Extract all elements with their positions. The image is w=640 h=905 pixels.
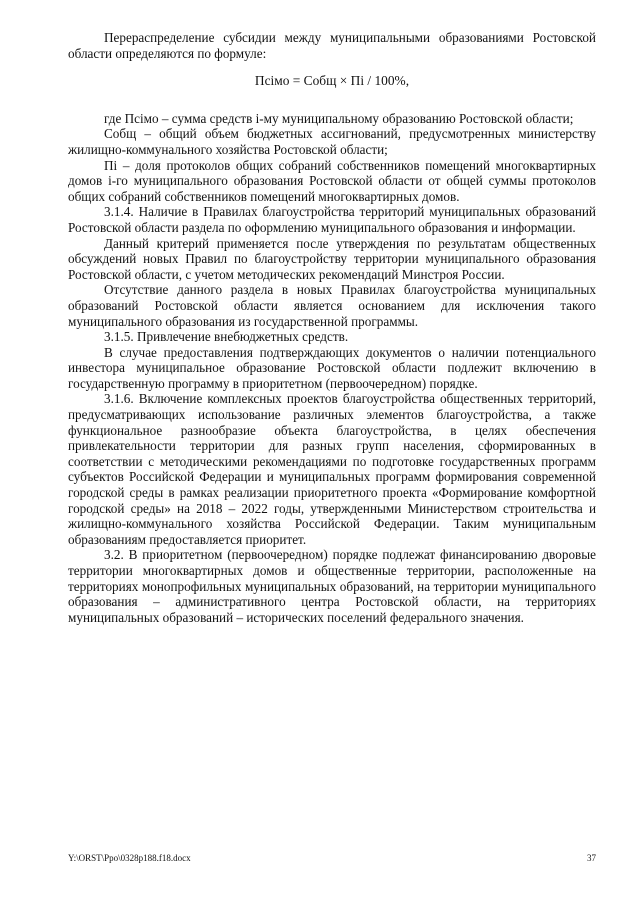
footer-page-number: 37 [587, 853, 596, 863]
footer-file-path: Y:\ORST\Ppo\0328p188.f18.docx [68, 853, 191, 863]
paragraph-sobsch-definition: Собщ – общий объем бюджетных ассигнований, предусмотренных министерству жилищно-коммунального хозяйства Ростовской области; [68, 126, 596, 157]
paragraph-3-1-5: 3.1.5. Привлечение внебюджетных средств. [104, 329, 349, 345]
paragraph-criterion-application: Данный критерий применяется после утверждения по результатам общественных обсуждений новых Правил по благоустройству территории муниципального образования Ростовской области, с учетом методических рекомендаций Минстроя России. [68, 235, 596, 282]
paragraph-investor: В случае предоставления подтверждающих документов о наличии потенциального инвестора муниципальное образование Ростовской области подлежит включению в государственную программу в приоритетном (первоочередном) порядке. [68, 344, 596, 391]
formula: Псімо = Собщ × Пі / 100%, [254, 73, 410, 89]
document-body [68, 30, 596, 625]
paragraph-psimo-definition: где Псімо – сумма средств і-му муниципальному образованию Ростовской области; [104, 110, 574, 126]
paragraph-3-1-6: 3.1.6. Включение комплексных проектов благоустройства общественных территорий, предусматривающих использование различных элементов благоустройства, а также функциональное разнообразие объекта благоустройства, в целях обеспечения привлекательности территории для разных групп населения, сформированных в соответствии с методическими рекомендациями по подготовке государственных программ субъектов Российской Федерации и муниципальных программ формирования современной городской среды в рамках реализации приоритетного проекта «Формирование комфортной городской среды» на 2018 – 2022 годы, утвержденными Министерством строительства и жилищно-коммунального хозяйства Российской Федерации. Таким муниципальным образованиям предоставляется приоритет. [68, 391, 596, 547]
paragraph-pi-definition: Пі – доля протоколов общих собраний собственников помещений многоквартирных домов і-го муниципального образования Ростовской области от общей суммы протоколов общих собраний собственников помещений многоквартирных домов. [68, 157, 596, 204]
paragraph-3-1-4: 3.1.4. Наличие в Правилах благоустройства территорий муниципальных образований Ростовской области раздела по оформлению муниципального образования и информации. [68, 204, 596, 235]
paragraph-absence-of-section: Отсутствие данного раздела в новых Правилах благоустройства муниципальных образований Ростовской области является основанием для исключения такого муниципального образования из государственной программы. [68, 282, 596, 329]
paragraph-3-2: 3.2. В приоритетном (первоочередном) порядке подлежат финансированию дворовые территории многоквартирных домов и общественные территории, расположенные на территориях монопрофильных муниципальных образований, на территории муниципального образования – административного центра Ростовской области, на территориях муниципальных образований – исторических поселений федерального значения. [68, 547, 596, 625]
paragraph-redistribution-intro: Перераспределение субсидии между муниципальными образованиями Ростовской области определяются по формуле: [68, 30, 596, 61]
